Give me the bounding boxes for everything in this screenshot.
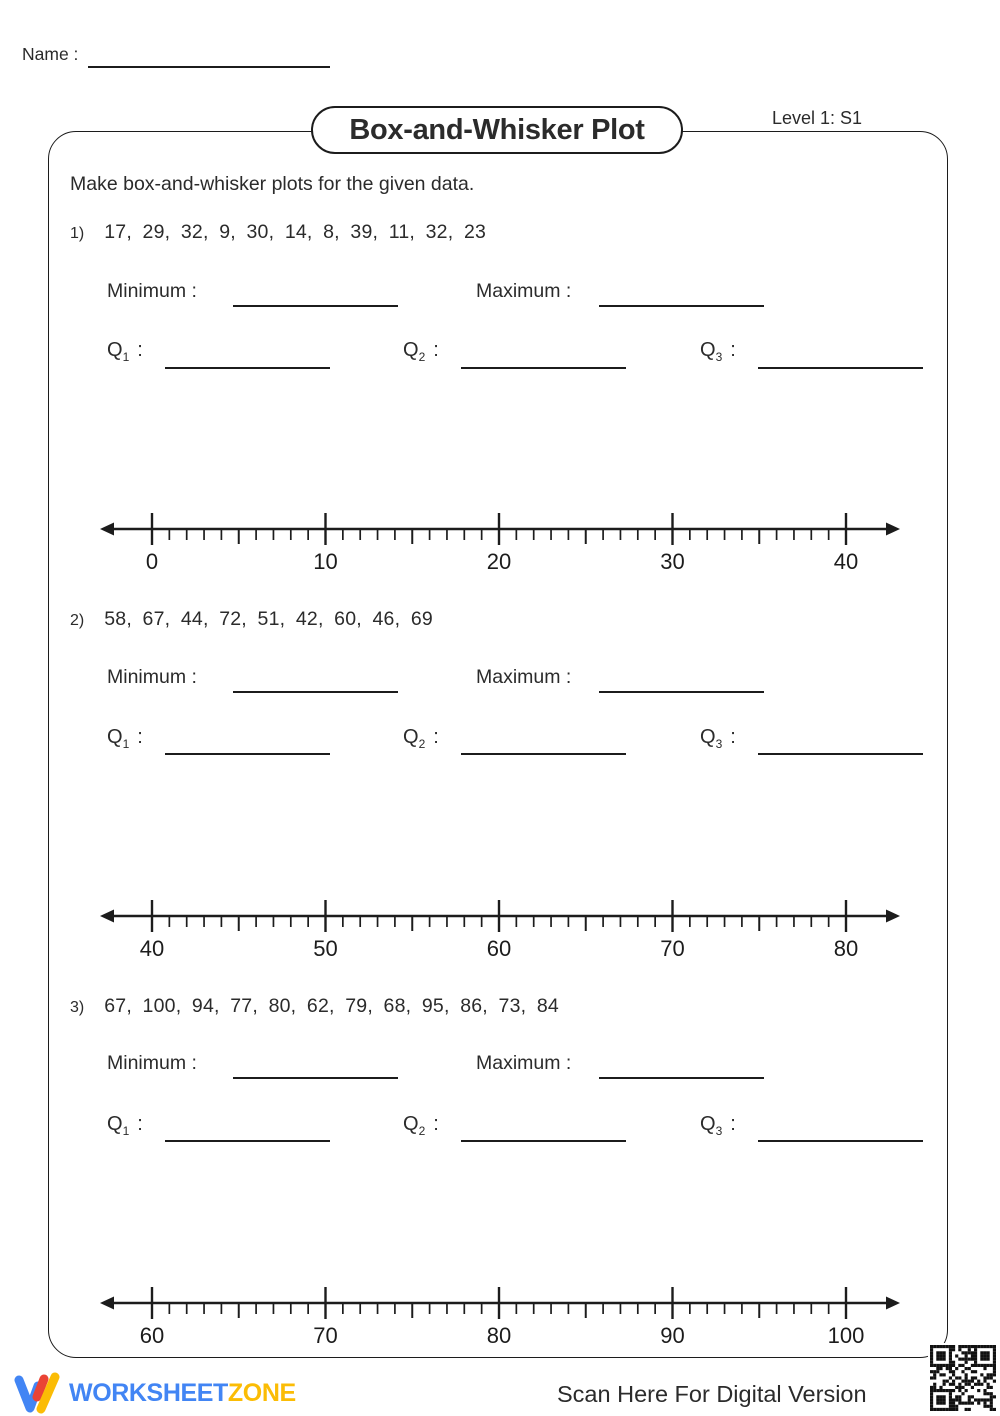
problem-data-values: 58, 67, 44, 72, 51, 42, 60, 46, 69 (104, 608, 433, 630)
svg-text:100: 100 (827, 1323, 865, 1348)
q1-label: $Q_1$ : (107, 339, 143, 364)
svg-text:0: 0 (145, 549, 159, 574)
minimum-label: Minimum : (107, 280, 197, 302)
q1-answer-blank[interactable] (165, 753, 330, 755)
brand-worksheet-text: WORKSHEET (69, 1378, 228, 1407)
maximum-answer-blank[interactable] (599, 305, 764, 307)
svg-text:20: 20 (486, 549, 512, 574)
q3-answer-blank[interactable] (758, 1140, 923, 1142)
problem-number: 3) (70, 999, 85, 1016)
q2-label: $Q_2$ : (403, 339, 439, 364)
plot-drawing-area[interactable] (100, 392, 900, 496)
maximum-label: Maximum : (476, 280, 572, 302)
minimum-answer-blank[interactable] (233, 1077, 398, 1079)
q2-label: $Q_2$ : (403, 726, 439, 751)
svg-text:40: 40 (833, 549, 859, 574)
number-line (100, 496, 900, 578)
minimum-answer-blank[interactable] (233, 691, 398, 693)
q1-answer-blank[interactable] (165, 1140, 330, 1142)
plot-drawing-area[interactable] (100, 1166, 900, 1270)
page-title: Box-and-Whisker Plot (311, 106, 683, 154)
number-line (100, 1270, 900, 1352)
qr-code (928, 1343, 998, 1413)
minimum-label: Minimum : (107, 666, 197, 688)
problem-number: 1) (70, 225, 85, 242)
svg-text:80: 80 (833, 936, 859, 961)
q3-label: $Q_3$ : (700, 339, 736, 364)
q2-answer-blank[interactable] (461, 753, 626, 755)
q3-label: $Q_3$ : (700, 1113, 736, 1138)
maximum-answer-blank[interactable] (599, 691, 764, 693)
svg-text:60: 60 (486, 936, 512, 961)
svg-text:80: 80 (486, 1323, 512, 1348)
q2-answer-blank[interactable] (461, 367, 626, 369)
svg-text:70: 70 (313, 1323, 338, 1348)
level-badge: Level 1: S1 (772, 108, 863, 128)
minimum-label: Minimum : (107, 1052, 197, 1074)
svg-text:10: 10 (313, 549, 338, 574)
q3-answer-blank[interactable] (758, 753, 923, 755)
worksheetzone-brand (14, 1371, 296, 1415)
number-line (100, 883, 900, 965)
problem-data-values: 17, 29, 32, 9, 30, 14, 8, 39, 11, 32, 23 (104, 221, 487, 243)
svg-text:30: 30 (660, 549, 685, 574)
name-answer-blank[interactable] (88, 66, 330, 68)
svg-text:60: 60 (139, 1323, 165, 1348)
brand-zone-text: ZONE (227, 1378, 296, 1407)
worksheetzone-logo-icon (14, 1371, 60, 1415)
q2-answer-blank[interactable] (461, 1140, 626, 1142)
svg-text:40: 40 (139, 936, 165, 961)
q1-label: $Q_1$ : (107, 726, 143, 751)
plot-drawing-area[interactable] (100, 779, 900, 883)
maximum-answer-blank[interactable] (599, 1077, 764, 1079)
maximum-label: Maximum : (476, 1052, 572, 1074)
q1-label: $Q_1$ : (107, 1113, 143, 1138)
q3-label: $Q_3$ : (700, 726, 736, 751)
name-label: Name : (22, 44, 79, 64)
svg-text:90: 90 (660, 1323, 685, 1348)
svg-text:70: 70 (660, 936, 685, 961)
maximum-label: Maximum : (476, 666, 572, 688)
scan-here-text: Scan Here For Digital Version (557, 1381, 867, 1407)
q1-answer-blank[interactable] (165, 367, 330, 369)
problem-data-values: 67, 100, 94, 77, 80, 62, 79, 68, 95, 86, 73, 84 (104, 995, 559, 1017)
q3-answer-blank[interactable] (758, 367, 923, 369)
problem-number: 2) (70, 612, 85, 629)
instruction-text: Make box-and-whisker plots for the given data. (70, 173, 475, 195)
q2-label: $Q_2$ : (403, 1113, 439, 1138)
minimum-answer-blank[interactable] (233, 305, 398, 307)
svg-text:50: 50 (313, 936, 338, 961)
